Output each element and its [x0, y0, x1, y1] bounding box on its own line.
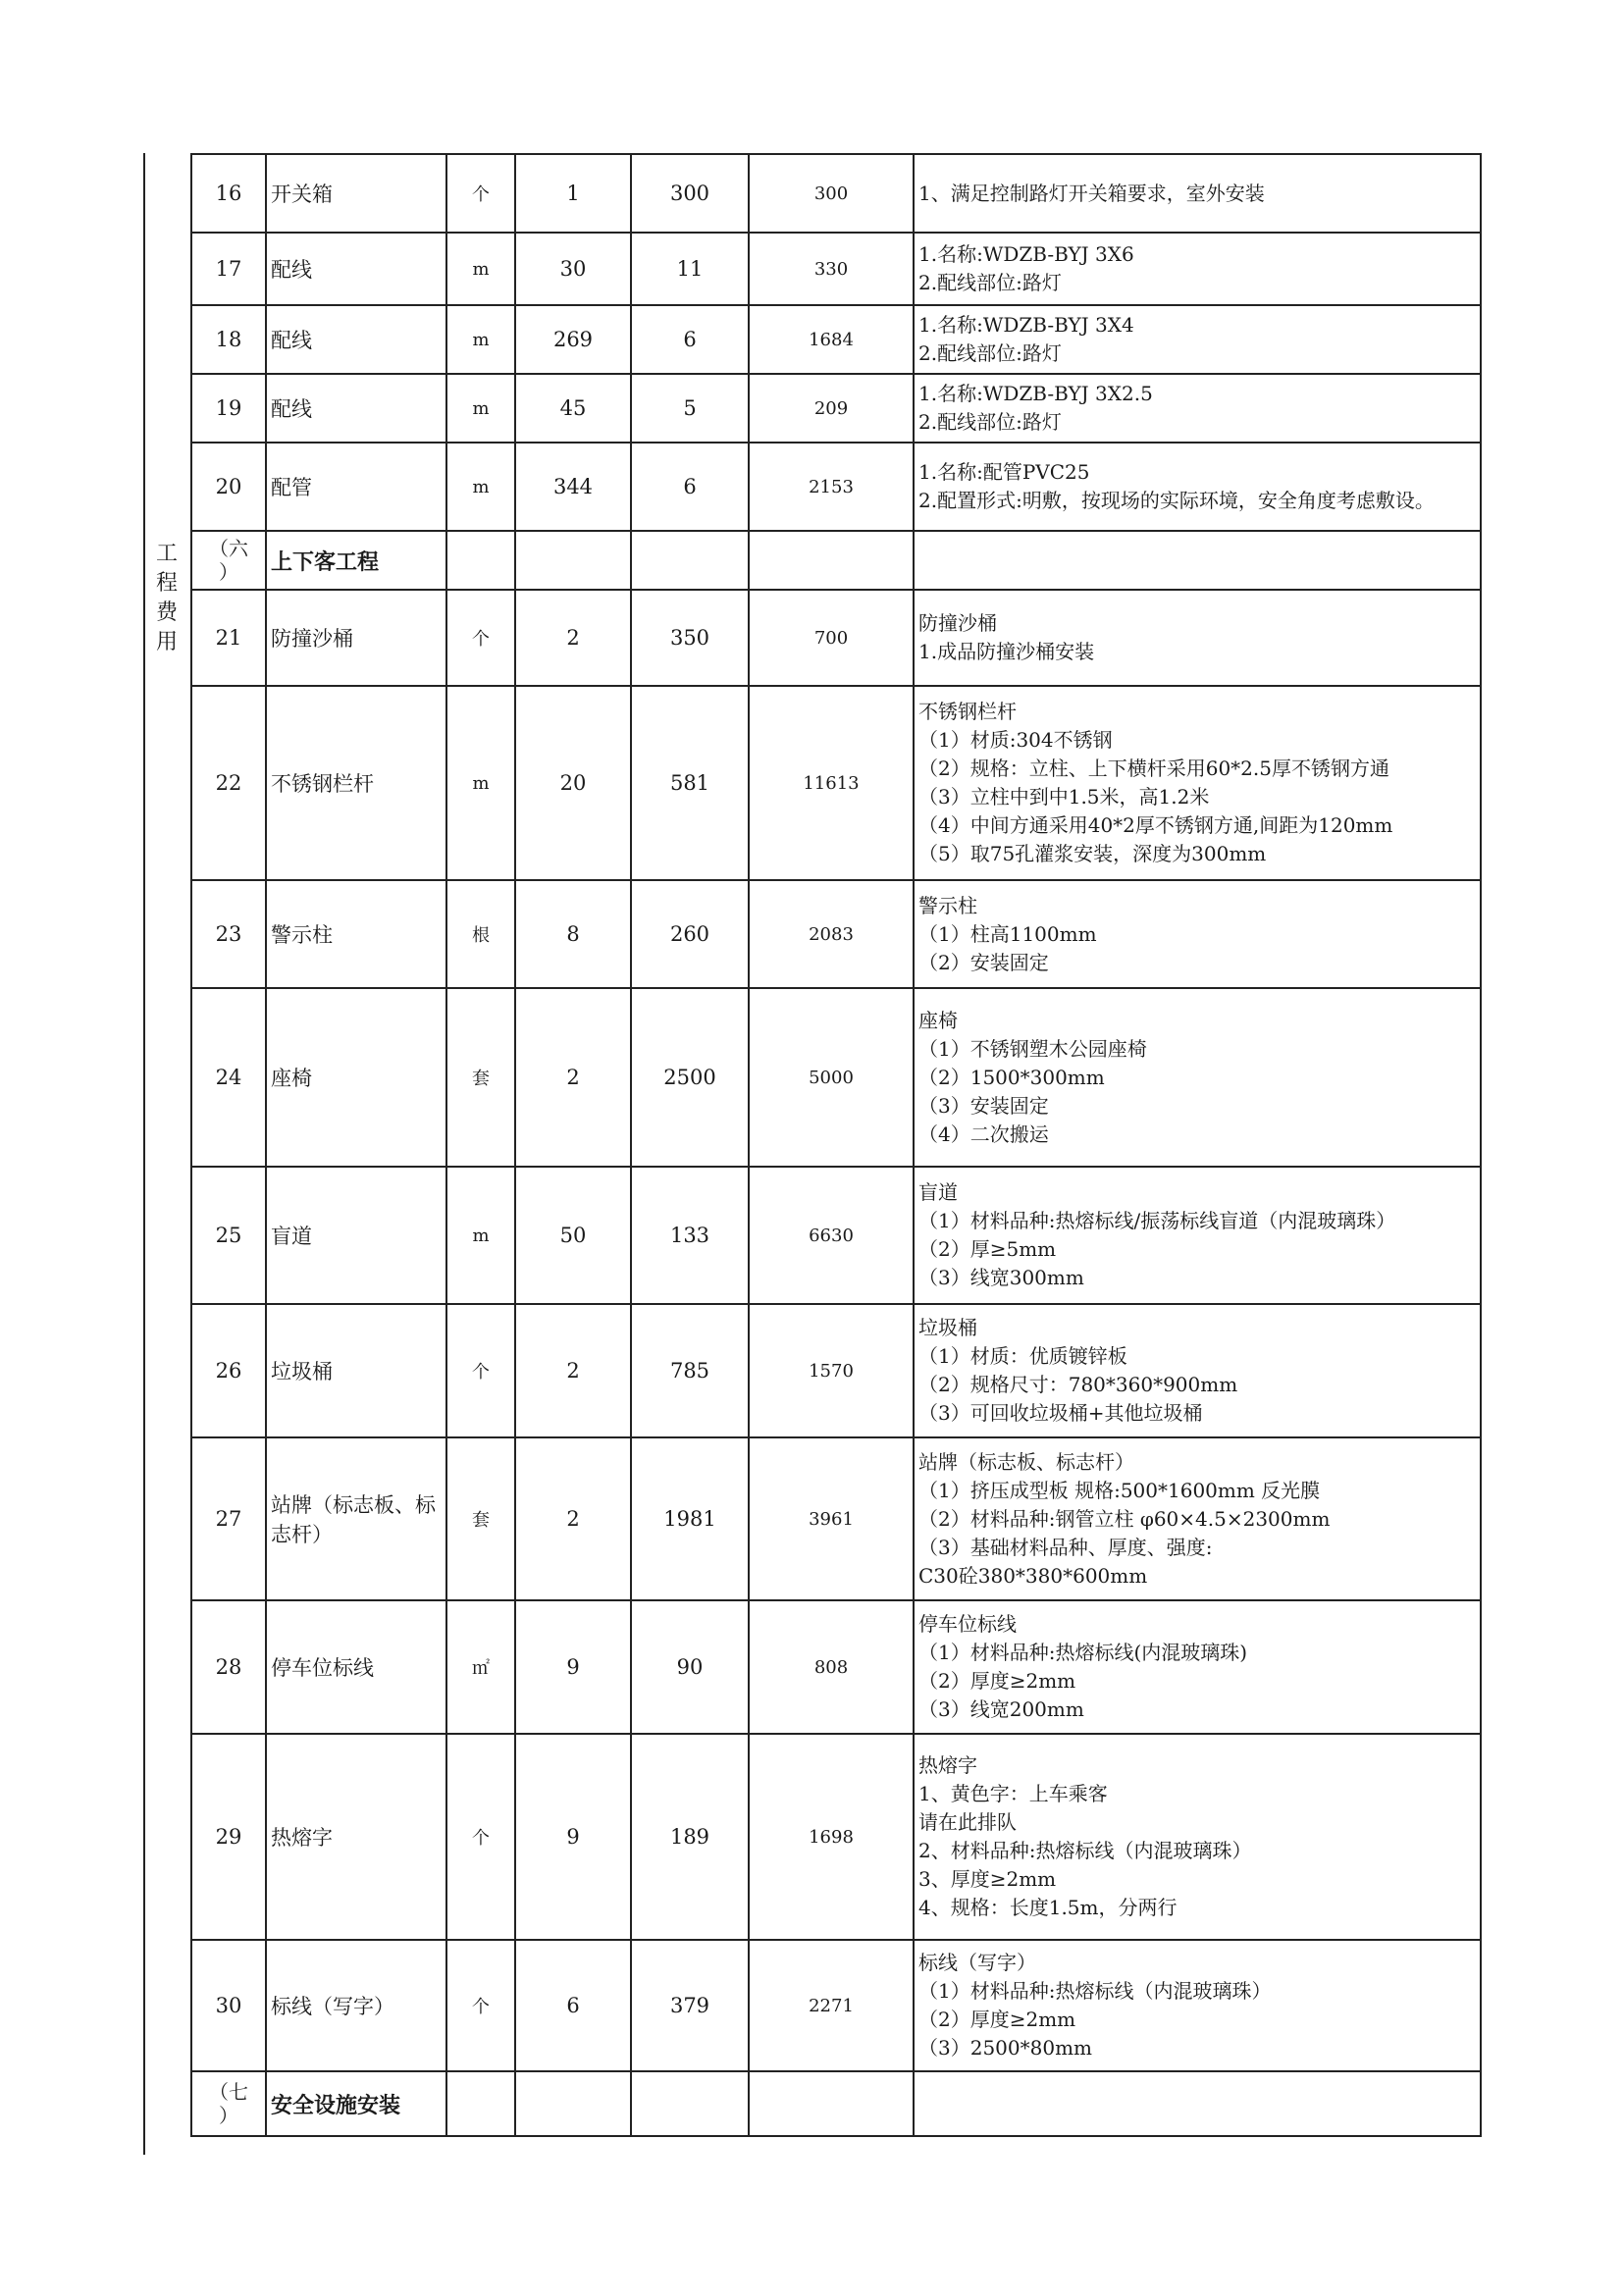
empty-cell — [446, 2071, 515, 2136]
section-number: （七 ） — [191, 2071, 266, 2136]
table-row — [191, 988, 1481, 1167]
item-name: 站牌（标志板、标志杆） — [266, 1437, 446, 1600]
item-number: 25 — [191, 1167, 266, 1304]
item-unit-price: 1981 — [631, 1437, 749, 1600]
item-unit: m — [446, 443, 515, 531]
item-name: 防撞沙桶 — [266, 590, 446, 686]
item-unit-price: 6 — [631, 305, 749, 374]
item-unit-price: 5 — [631, 374, 749, 443]
item-unit-price: 581 — [631, 686, 749, 880]
item-unit-price: 90 — [631, 1600, 749, 1734]
item-unit: m — [446, 305, 515, 374]
table-row — [191, 305, 1481, 374]
item-name: 开关箱 — [266, 154, 446, 233]
item-unit-price: 379 — [631, 1940, 749, 2071]
table-row — [191, 1167, 1481, 1304]
item-description: 不锈钢栏杆 （1）材质:304不锈钢 （2）规格：立柱、上下横杆采用60*2.5厚不锈钢方通 （3）立柱中到中1.5米，高1.2米 （4）中间方通采用40*2厚不锈钢方通,间距为120mm （5）取75孔灌浆安装，深度为300mm — [914, 686, 1481, 880]
item-total: 2083 — [749, 880, 914, 988]
item-unit-price: 11 — [631, 233, 749, 305]
table-row — [191, 1304, 1481, 1437]
item-unit: 根 — [446, 880, 515, 988]
item-total: 11613 — [749, 686, 914, 880]
item-total: 1684 — [749, 305, 914, 374]
section-row — [191, 531, 1481, 590]
table-row — [191, 590, 1481, 686]
cost-table — [190, 153, 1482, 2137]
item-unit: 个 — [446, 1304, 515, 1437]
item-quantity: 30 — [515, 233, 631, 305]
empty-cell — [515, 531, 631, 590]
empty-cell — [631, 531, 749, 590]
item-unit: 个 — [446, 590, 515, 686]
item-number: 17 — [191, 233, 266, 305]
item-description: 垃圾桶 （1）材质：优质镀锌板 （2）规格尺寸：780*360*900mm （3）可回收垃圾桶+其他垃圾桶 — [914, 1304, 1481, 1437]
table-row — [191, 1600, 1481, 1734]
item-description: 热熔字 1、黄色字：上车乘客 请在此排队 2、材料品种:热熔标线（内混玻璃珠） 3、厚度≥2mm 4、规格：长度1.5m，分两行 — [914, 1734, 1481, 1940]
item-total: 330 — [749, 233, 914, 305]
empty-cell — [631, 2071, 749, 2136]
empty-cell — [914, 531, 1481, 590]
item-description: 警示柱 （1）柱高1100mm （2）安装固定 — [914, 880, 1481, 988]
item-name: 垃圾桶 — [266, 1304, 446, 1437]
item-number: 22 — [191, 686, 266, 880]
table-row — [191, 1940, 1481, 2071]
item-unit-price: 189 — [631, 1734, 749, 1940]
empty-cell — [515, 2071, 631, 2136]
item-quantity: 1 — [515, 154, 631, 233]
item-quantity: 9 — [515, 1600, 631, 1734]
item-number: 20 — [191, 443, 266, 531]
item-description: 标线（写字） （1）材料品种:热熔标线（内混玻璃珠） （2）厚度≥2mm （3）2500*80mm — [914, 1940, 1481, 2071]
item-unit-price: 350 — [631, 590, 749, 686]
item-description: 站牌（标志板、标志杆） （1）挤压成型板 规格:500*1600mm 反光膜 （2）材料品种:钢管立柱 φ60×4.5×2300mm （3）基础材料品种、厚度、强度: C30砼380*380*600mm — [914, 1437, 1481, 1600]
item-number: 29 — [191, 1734, 266, 1940]
item-unit: 套 — [446, 1437, 515, 1600]
item-unit: m — [446, 1167, 515, 1304]
item-total: 6630 — [749, 1167, 914, 1304]
table-row — [191, 374, 1481, 443]
empty-cell — [446, 531, 515, 590]
item-description: 防撞沙桶 1.成品防撞沙桶安装 — [914, 590, 1481, 686]
item-number: 27 — [191, 1437, 266, 1600]
side-category-label: 工 程 费 用 — [155, 542, 178, 654]
item-quantity: 2 — [515, 988, 631, 1167]
item-total: 3961 — [749, 1437, 914, 1600]
item-unit: ㎡ — [446, 1600, 515, 1734]
item-unit: 个 — [446, 154, 515, 233]
item-quantity: 269 — [515, 305, 631, 374]
item-name: 配线 — [266, 233, 446, 305]
item-unit-price: 133 — [631, 1167, 749, 1304]
item-total: 2153 — [749, 443, 914, 531]
item-total: 5000 — [749, 988, 914, 1167]
item-name: 警示柱 — [266, 880, 446, 988]
item-quantity: 2 — [515, 590, 631, 686]
table-row — [191, 1437, 1481, 1600]
empty-cell — [749, 2071, 914, 2136]
item-quantity: 45 — [515, 374, 631, 443]
item-name: 标线（写字） — [266, 1940, 446, 2071]
item-number: 30 — [191, 1940, 266, 2071]
table-row — [191, 154, 1481, 233]
table-row — [191, 880, 1481, 988]
table-row — [191, 443, 1481, 531]
empty-cell — [749, 531, 914, 590]
item-description: 1.名称:WDZB-BYJ 3X6 2.配线部位:路灯 — [914, 233, 1481, 305]
item-number: 19 — [191, 374, 266, 443]
item-number: 16 — [191, 154, 266, 233]
item-unit-price: 300 — [631, 154, 749, 233]
side-border-line — [143, 153, 145, 2155]
item-number: 24 — [191, 988, 266, 1167]
item-unit-price: 260 — [631, 880, 749, 988]
item-description: 盲道 （1）材料品种:热熔标线/振荡标线盲道（内混玻璃珠） （2）厚≥5mm （3）线宽300mm — [914, 1167, 1481, 1304]
item-total: 808 — [749, 1600, 914, 1734]
item-unit-price: 6 — [631, 443, 749, 531]
item-name: 座椅 — [266, 988, 446, 1167]
item-total: 300 — [749, 154, 914, 233]
item-quantity: 2 — [515, 1304, 631, 1437]
item-quantity: 9 — [515, 1734, 631, 1940]
table-row — [191, 233, 1481, 305]
item-unit: 套 — [446, 988, 515, 1167]
table-row — [191, 1734, 1481, 1940]
item-quantity: 2 — [515, 1437, 631, 1600]
item-quantity: 20 — [515, 686, 631, 880]
item-quantity: 6 — [515, 1940, 631, 2071]
item-unit: m — [446, 374, 515, 443]
item-total: 1570 — [749, 1304, 914, 1437]
item-number: 18 — [191, 305, 266, 374]
item-description: 停车位标线 （1）材料品种:热熔标线(内混玻璃珠) （2）厚度≥2mm （3）线宽200mm — [914, 1600, 1481, 1734]
item-total: 700 — [749, 590, 914, 686]
item-name: 配管 — [266, 443, 446, 531]
item-total: 1698 — [749, 1734, 914, 1940]
item-number: 28 — [191, 1600, 266, 1734]
item-name: 配线 — [266, 374, 446, 443]
item-name: 热熔字 — [266, 1734, 446, 1940]
item-description: 1.名称:WDZB-BYJ 3X4 2.配线部位:路灯 — [914, 305, 1481, 374]
item-number: 26 — [191, 1304, 266, 1437]
item-description: 1、满足控制路灯开关箱要求，室外安装 — [914, 154, 1481, 233]
item-total: 2271 — [749, 1940, 914, 2071]
item-total: 209 — [749, 374, 914, 443]
item-unit-price: 785 — [631, 1304, 749, 1437]
item-number: 23 — [191, 880, 266, 988]
item-name: 停车位标线 — [266, 1600, 446, 1734]
table-row — [191, 686, 1481, 880]
item-unit: 个 — [446, 1940, 515, 2071]
item-unit: m — [446, 686, 515, 880]
item-quantity: 50 — [515, 1167, 631, 1304]
item-name: 盲道 — [266, 1167, 446, 1304]
item-unit-price: 2500 — [631, 988, 749, 1167]
item-description: 1.名称:WDZB-BYJ 3X2.5 2.配线部位:路灯 — [914, 374, 1481, 443]
item-quantity: 8 — [515, 880, 631, 988]
item-unit: 个 — [446, 1734, 515, 1940]
section-title: 上下客工程 — [266, 531, 446, 590]
item-description: 座椅 （1）不锈钢塑木公园座椅 （2）1500*300mm （3）安装固定 （4）二次搬运 — [914, 988, 1481, 1167]
section-row — [191, 2071, 1481, 2136]
item-description: 1.名称:配管PVC25 2.配置形式:明敷，按现场的实际环境，安全角度考虑敷设。 — [914, 443, 1481, 531]
empty-cell — [914, 2071, 1481, 2136]
item-quantity: 344 — [515, 443, 631, 531]
item-unit: m — [446, 233, 515, 305]
item-number: 21 — [191, 590, 266, 686]
section-title: 安全设施安装 — [266, 2071, 446, 2136]
item-name: 配线 — [266, 305, 446, 374]
item-name: 不锈钢栏杆 — [266, 686, 446, 880]
section-number: （六 ） — [191, 531, 266, 590]
